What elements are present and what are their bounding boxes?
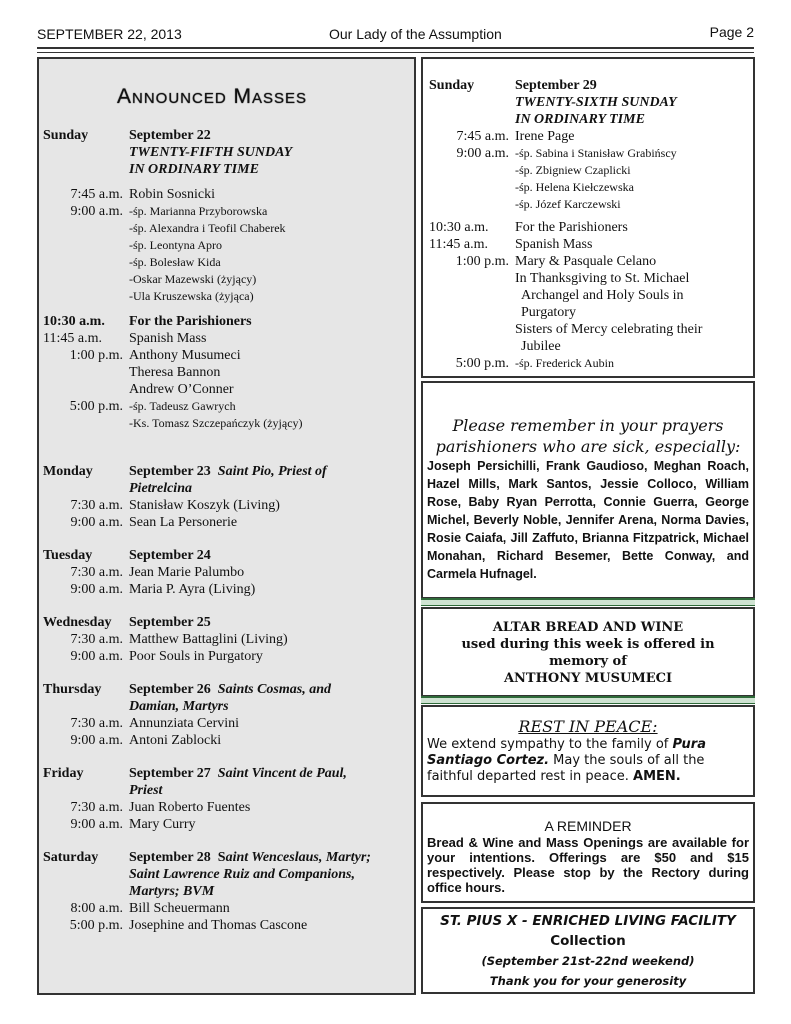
rest-in-peace-box bbox=[421, 705, 755, 797]
mass-entry: 9:00 a.m. Poor Souls in Purgatory bbox=[70, 649, 263, 664]
pius-collection-label: Collection bbox=[550, 933, 626, 949]
reminder-heading: A REMINDER bbox=[544, 818, 632, 834]
sunday-22-block bbox=[43, 127, 413, 432]
altar-line: used during this week is offered in bbox=[461, 637, 715, 652]
header-rule bbox=[37, 47, 754, 49]
day-label: Sunday bbox=[43, 128, 89, 143]
mass-entry: 9:00 a.m. Antoni Zablocki bbox=[70, 733, 222, 748]
saint-line: Saint Lawrence Ruiz and Companions, bbox=[129, 867, 356, 882]
mass-entry: Archangel and Holy Souls in bbox=[521, 288, 684, 303]
pius-collection-box bbox=[421, 907, 755, 994]
mass-entry: Andrew O’Conner bbox=[129, 382, 234, 397]
mass-entry: Purgatory bbox=[521, 305, 576, 320]
reminder-body: Bread & Wine and Mass Openings are available for your intentions. Offerings are $50 and $15 respectively. Please stop by the Rectory during office hours. bbox=[427, 835, 749, 895]
mass-entry: 9:00 a.m. -śp. Sabina i Stanisław Grabińscy bbox=[456, 146, 677, 161]
mass-entry: -Ula Kruszewska (żyjąca) bbox=[129, 289, 254, 303]
altar-memorial-name: ANTHONY MUSUMECI bbox=[503, 671, 673, 686]
mass-entry: 5:00 p.m. -śp. Frederick Aubin bbox=[455, 356, 614, 371]
altar-line: memory of bbox=[549, 654, 627, 669]
mass-entry: 7:45 a.m. Irene Page bbox=[456, 129, 575, 144]
mass-entry: -śp. Helena Kiełczewska bbox=[515, 180, 634, 194]
mass-entry: -śp. Józef Karczewski bbox=[515, 197, 621, 211]
sunday-29-block: Sunday September 29 TWENTY-SIXTH SUNDAY IN ORDINARY TIME 7:45 a.m. Irene Page 9:00 a.m. -śp. Sabina i Stanisław Grabińscy -śp. Zbigniew Czaplicki -śp. Helena Kiełczewska -śp. Józef Karczewski 10:30 a.m. For the Parishioners 11:45 a.m. Spanish Mass 1:00 p.m. Mary & Pasquale Celano In Thanksgiving to St. Michael Archangel and Holy Souls in Purgatory Sisters of Mercy celebrating their Jubilee 5:00 p.m. -śp. Frederick Aubin bbox=[429, 77, 749, 372]
mass-entry: 9:00 a.m. Maria P. Ayra (Living) bbox=[70, 582, 256, 597]
reminder-box bbox=[421, 802, 755, 903]
mass-entry: 7:30 a.m. Matthew Battaglini (Living) bbox=[70, 632, 288, 647]
mass-entry: 7:30 a.m. Jean Marie Palumbo bbox=[70, 565, 245, 580]
saint-line: Pietrelcina bbox=[129, 481, 192, 496]
mass-entry: 7:30 a.m. Stanisław Koszyk (Living) bbox=[70, 498, 280, 513]
announced-masses-title: Announced Masses bbox=[117, 85, 308, 108]
green-divider bbox=[421, 598, 755, 606]
liturgical-title-2: IN ORDINARY TIME bbox=[515, 112, 645, 127]
rest-heading: REST IN PEACE: bbox=[518, 717, 658, 736]
mass-entry: 1:00 p.m. Mary & Pasquale Celano bbox=[455, 254, 657, 269]
mass-entry: Sisters of Mercy celebrating their bbox=[515, 322, 703, 337]
mass-entry: Theresa Bannon bbox=[129, 365, 221, 380]
mass-entry: 5:00 p.m. Josephine and Thomas Cascone bbox=[69, 918, 308, 933]
mass-entry: 7:45 a.m. Robin Sosnicki bbox=[70, 187, 215, 202]
header-rule-thin bbox=[37, 52, 754, 53]
mass-entry: 11:45 a.m. Spanish Mass bbox=[43, 331, 207, 346]
page-number: Page 2 bbox=[709, 24, 754, 40]
liturgical-title: TWENTY-FIFTH SUNDAY bbox=[129, 145, 293, 160]
mass-entry: 10:30 a.m. For the Parishioners bbox=[43, 314, 252, 329]
mass-entry: 11:45 a.m. Spanish Mass bbox=[429, 237, 593, 252]
liturgical-title-2: IN ORDINARY TIME bbox=[129, 162, 259, 177]
saturday-block: Saturday September 28 Saint Wenceslaus, Martyr; Saint Lawrence Ruiz and Companions, Martyrs; BVM 8:00 a.m. Bill Scheuermann 5:00 p.m. Josephine and Thomas Cascone bbox=[43, 849, 413, 934]
altar-heading: ALTAR BREAD AND WINE bbox=[492, 620, 684, 635]
mass-entry: 1:00 p.m. Anthony Musumeci bbox=[69, 348, 241, 363]
mass-entry: 9:00 a.m. Mary Curry bbox=[70, 817, 196, 832]
mass-entry: 5:00 p.m. -śp. Tadeusz Gawrych bbox=[69, 399, 236, 414]
friday-block: Friday September 27 Saint Vincent de Paul, Priest 7:30 a.m. Juan Roberto Fuentes 9:00 a.m. Mary Curry bbox=[43, 765, 413, 833]
monday-block: Monday September 23 Saint Pio, Priest of Pietrelcina 7:30 a.m. Stanisław Koszyk (Living) 9:00 a.m. Sean La Personerie bbox=[43, 463, 413, 531]
announced-masses-box bbox=[37, 57, 416, 995]
mass-entry: 9:00 a.m. Sean La Personerie bbox=[70, 515, 238, 530]
day-date: September 22 bbox=[129, 128, 211, 143]
mass-entry: 9:00 a.m. -śp. Marianna Przyborowska bbox=[70, 204, 268, 219]
mass-entry: 10:30 a.m. For the Parishioners bbox=[429, 220, 628, 235]
mass-entry: 7:30 a.m. Annunziata Cervini bbox=[70, 716, 240, 731]
mass-entry: 7:30 a.m. Juan Roberto Fuentes bbox=[70, 800, 251, 815]
parish-name: Our Lady of the Assumption bbox=[329, 26, 502, 42]
mass-entry: In Thanksgiving to St. Michael bbox=[515, 271, 690, 286]
mass-entry: -Oskar Mazewski (żyjący) bbox=[129, 272, 257, 286]
wednesday-block: Wednesday September 25 7:30 a.m. Matthew Battaglini (Living) 9:00 a.m. Poor Souls in Purgatory bbox=[43, 614, 413, 665]
pius-date: (September 21st-22nd weekend) bbox=[481, 954, 695, 968]
mass-entry: Jubilee bbox=[521, 339, 561, 354]
prayer-heading: Please remember in your prayers parishioners who are sick, especially: bbox=[435, 416, 741, 456]
saint-line: Martyrs; BVM bbox=[129, 884, 215, 899]
sunday-29-box bbox=[421, 57, 755, 378]
thursday-block: Thursday September 26 Saints Cosmas, and Damian, Martyrs 7:30 a.m. Annunziata Cervini 9:00 a.m. Antoni Zablocki bbox=[43, 681, 413, 749]
mass-entry: -Ks. Tomasz Szczepańczyk (żyjący) bbox=[129, 416, 303, 430]
mass-entry: -śp. Zbigniew Czaplicki bbox=[515, 163, 631, 177]
mass-entry: -śp. Alexandra i Teofil Chaberek bbox=[129, 221, 286, 235]
mass-entry: 8:00 a.m. Bill Scheuermann bbox=[70, 901, 230, 916]
mass-entry: -śp. Leontyna Apro bbox=[129, 238, 222, 252]
bulletin-date: SEPTEMBER 22, 2013 bbox=[37, 26, 182, 42]
rest-body: We extend sympathy to the family of Pura Santiago Cortez. May the souls of all the faithful departed rest in peace. AMEN. bbox=[427, 737, 706, 784]
liturgical-title: TWENTY-SIXTH SUNDAY bbox=[515, 95, 677, 110]
page-header bbox=[37, 26, 754, 44]
sick-parishioners-list: Joseph Persichilli, Frank Gaudioso, Meghan Roach, Hazel Mills, Mark Santos, Jessie Colloco, William Rose, Baby Ryan Perrotta, Connie Guerra, George Michel, Beverly Noble, Jennifer Arena, Norma Davies, Rosie Caiafa, Jill Zaffuto, Brianna Fitzpatrick, Michael Monahan, Richard Besemer, Bette Conway, and Carmela Hufnagel. bbox=[427, 459, 749, 581]
mass-entry: -śp. Bolesław Kida bbox=[129, 255, 221, 269]
prayer-list-box bbox=[421, 381, 755, 599]
pius-heading: ST. PIUS X - ENRICHED LIVING FACILITY bbox=[440, 913, 736, 929]
green-divider bbox=[421, 696, 755, 704]
altar-bread-box bbox=[421, 607, 755, 697]
pius-thanks: Thank you for your generosity bbox=[489, 974, 687, 988]
tuesday-block: Tuesday September 24 7:30 a.m. Jean Marie Palumbo 9:00 a.m. Maria P. Ayra (Living) bbox=[43, 547, 413, 598]
saint-line: Damian, Martyrs bbox=[129, 699, 229, 714]
saint-line: Priest bbox=[129, 783, 163, 798]
